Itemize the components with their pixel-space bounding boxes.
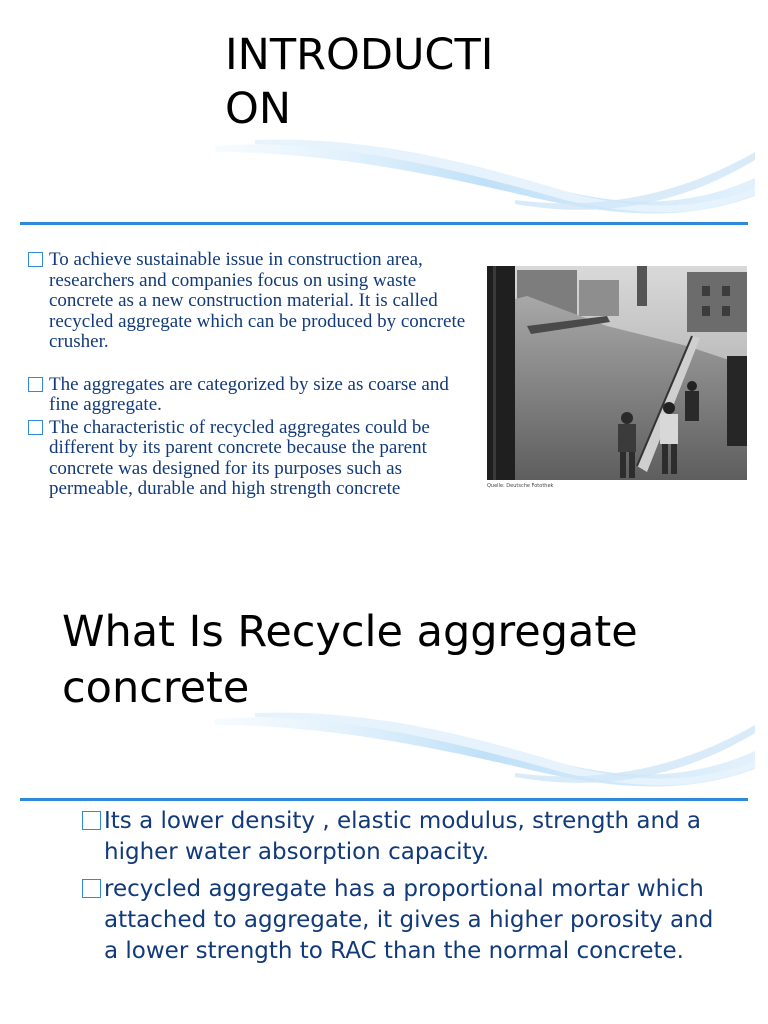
bullet-text: To achieve sustainable issue in construction area, researchers and companies focus on using waste concrete as a new construction material. It is called recycled aggregate which can be produced by concrete crusher. — [49, 249, 466, 352]
photo-caption: Quelle: Deutsche Fotothek — [487, 483, 554, 489]
list-item — [28, 375, 468, 416]
bullet-text: recycled aggregate has a proportional mortar which attached to aggregate, it gives a higher porosity and a lower strength to RAC than the normal concrete. — [104, 876, 714, 964]
square-bullet-icon — [82, 879, 101, 898]
slide-title: What Is Recycle aggregate concrete — [62, 607, 638, 713]
list-item — [82, 874, 722, 967]
list-item — [82, 806, 722, 868]
title-divider — [20, 798, 748, 801]
slide-title — [225, 28, 525, 136]
bullet-list — [82, 806, 722, 973]
bullet-text: Its a lower density , elastic modulus, strength and a higher water absorption capacity. — [104, 808, 702, 865]
bullet-text: The aggregates are categorized by size as coarse and fine aggregate. — [49, 373, 449, 415]
square-bullet-icon — [28, 420, 43, 435]
square-bullet-icon — [82, 811, 101, 830]
list-item — [28, 250, 468, 353]
decorative-wave — [215, 711, 755, 791]
slide-title-text: INTRODUCTI ON — [225, 30, 494, 134]
construction-site-photo — [487, 266, 747, 480]
list-item — [28, 418, 468, 500]
slide-recycle-aggregate — [0, 576, 768, 1024]
title-divider — [20, 222, 748, 225]
square-bullet-icon — [28, 377, 43, 392]
bullet-text: The characteristic of recycled aggregates could be different by its parent concrete because the parent concrete was designed for its purposes such as permeable, durable and high strength concrete — [49, 416, 430, 499]
bullet-list — [28, 250, 468, 500]
square-bullet-icon — [28, 252, 43, 267]
decorative-wave — [215, 138, 755, 218]
